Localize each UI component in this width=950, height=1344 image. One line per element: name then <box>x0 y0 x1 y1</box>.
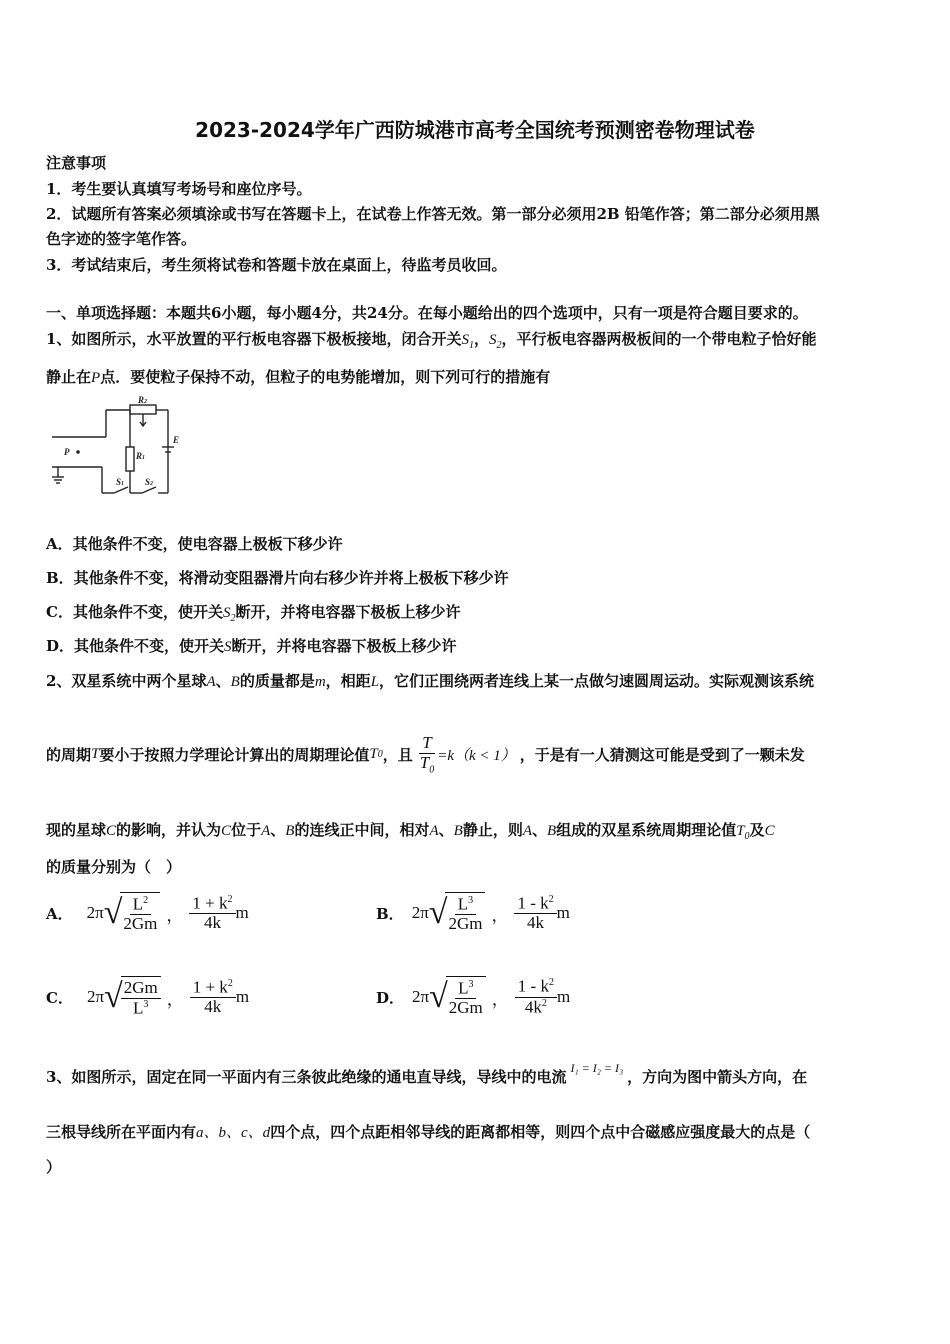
q1-option-d[interactable]: D．其他条件不变，使开关S断开，并将电容器下极板上移少许 <box>46 637 457 655</box>
notice-item-1: 1．考生要认真填写考场号和座位序号。 <box>46 180 312 198</box>
q2-line1: 2、双星系统中两个星球A、B的质量都是m，相距L，它们正围绕两者连线上某一点做匀速圆周运动。实际观测该系统 <box>46 672 815 690</box>
section-heading: 一、单项选择题：本题共6小题，每小题4分，共24分。在每小题给出的四个选项中，只有一项是符合题目要求的。 <box>46 304 808 322</box>
svg-text:R1: R1 <box>136 451 146 461</box>
q1-option-c[interactable]: C．其他条件不变，使开关$S_2$断开，并将电容器下极板上移少许 <box>46 603 461 624</box>
q1-option-a[interactable]: A．其他条件不变，使电容器上极板下移少许 <box>46 535 343 553</box>
q2-option-a[interactable]: A． 2π √ $\frac{L^2}{2Gm}$ ， $\frac{1 + k^2}{4k}$ m <box>46 893 249 934</box>
particle-p <box>76 450 80 454</box>
q3-line3: ） <box>46 1158 62 1176</box>
circuit-diagram <box>44 395 184 500</box>
q1-line2: 静止在P点．要使粒子保持不动，但粒子的电势能增加，则下列可行的措施有 <box>46 368 551 386</box>
resistor-r2 <box>130 405 156 414</box>
q2-line2: 的周期 T 要小于按照力学理论计算出的周期理论值 T 0 ，且 $\frac{T}{T_0}$ =k（k < 1） ，于是有一人猜测这可能是受到了一颗未发 <box>46 733 805 776</box>
resistor-r1 <box>126 447 134 471</box>
q2-option-b[interactable]: B． 2π √ $\frac{L^3}{2Gm}$ ， $\frac{1 - k^2}{4k}$ m <box>376 893 570 934</box>
notice-heading: 注意事项 <box>46 154 107 172</box>
q2-option-d[interactable]: D． 2π √ $\frac{L^3}{2Gm}$ ， $\frac{1 - k^2}{4k^2}$ m <box>376 976 571 1018</box>
q1-option-b[interactable]: B．其他条件不变，将滑动变阻器滑片向右移少许并将上极板下移少许 <box>46 569 509 587</box>
svg-text:P: P <box>64 447 70 457</box>
notice-item-3: 3．考试结束后，考生须将试卷和答题卡放在桌面上，待监考员收回。 <box>46 256 507 274</box>
switch-s1 <box>114 487 128 493</box>
svg-text:S1: S1 <box>116 477 125 487</box>
q3-line2: 三根导线所在平面内有a、b、c、d四个点，四个点距相邻导线的距离都相等，则四个点中合磁感应强度最大的点是（ <box>46 1123 811 1141</box>
notice-item-2: 2．试题所有答案必须填涂或书写在答题卡上，在试卷上作答无效。第一部分必须用2B 铅笔作答；第二部分必须用黑 <box>46 205 820 223</box>
switch-s2 <box>142 487 156 493</box>
q3-line1: 3、如图所示，固定在同一平面内有三条彼此绝缘的通电直导线，导线中的电流 I₁ = I₂ = I₃ ，方向为图中箭头方向，在 <box>46 1061 808 1086</box>
svg-text:E: E <box>173 435 180 445</box>
q2-line3: 现的星球C的影响，并认为C位于A、B的连线正中间，相对A、B静止，则A、B组成的双星系统周期理论值$T_0$及C <box>46 821 775 842</box>
page-title: 2023-2024学年广西防城港市高考全国统考预测密卷物理试卷 <box>195 118 755 142</box>
notice-item-2-cont: 色字迹的签字笔作答。 <box>46 230 197 248</box>
q2-line4: 的质量分别为（ ） <box>46 858 182 876</box>
svg-text:S2: S2 <box>145 477 154 487</box>
q2-option-c[interactable]: C． 2π √ $\frac{2Gm}{L^3}$ ， $\frac{1 + k^2}{4k}$ m <box>46 977 250 1018</box>
q1-line1: 1、如图所示，水平放置的平行板电容器下极板接地，闭合开关$S_1$，$S_2$，平行板电容器两极板间的一个带电粒子恰好能 <box>46 330 817 351</box>
q2-ratio-formula: $\frac{T}{T_0}$ =k（k < 1） <box>419 733 516 776</box>
svg-text:R2: R2 <box>138 395 148 405</box>
